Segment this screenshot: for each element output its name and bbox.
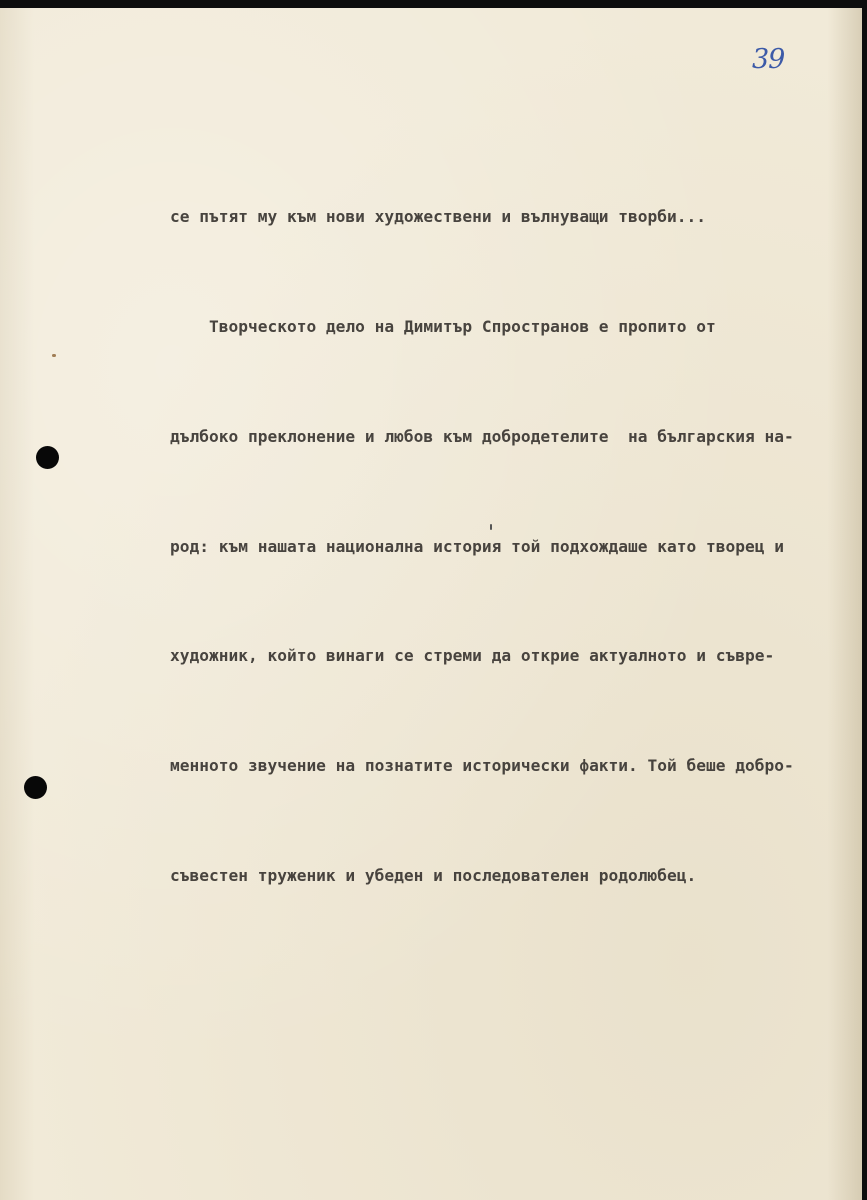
text-line: род: към нашата национална история той подхождаше като творец и	[170, 536, 784, 556]
paper-speck	[490, 524, 492, 530]
text-line: Творческото дело на Димитър Спространов е пропито от	[170, 316, 716, 336]
punch-hole	[36, 446, 59, 469]
text-line: се пътят му към нови художествени и вълнуващи творби...	[170, 207, 707, 227]
typewritten-text-block	[170, 126, 862, 968]
text-line: дълбоко преклонение и любов към добродетелите на българския на-	[170, 426, 794, 446]
punch-hole	[24, 776, 47, 799]
handwritten-page-number: 39	[752, 44, 785, 75]
text-line: менното звучение на познатите исторически факти. Той беше добро-	[170, 756, 794, 776]
text-line: съвестен труженик и убеден и последователен родолюбец.	[170, 865, 697, 885]
document-page	[0, 8, 862, 1200]
text-line: художник, който винаги се стреми да открие актуалното и съвре-	[170, 646, 775, 666]
paper-speck	[52, 354, 56, 357]
